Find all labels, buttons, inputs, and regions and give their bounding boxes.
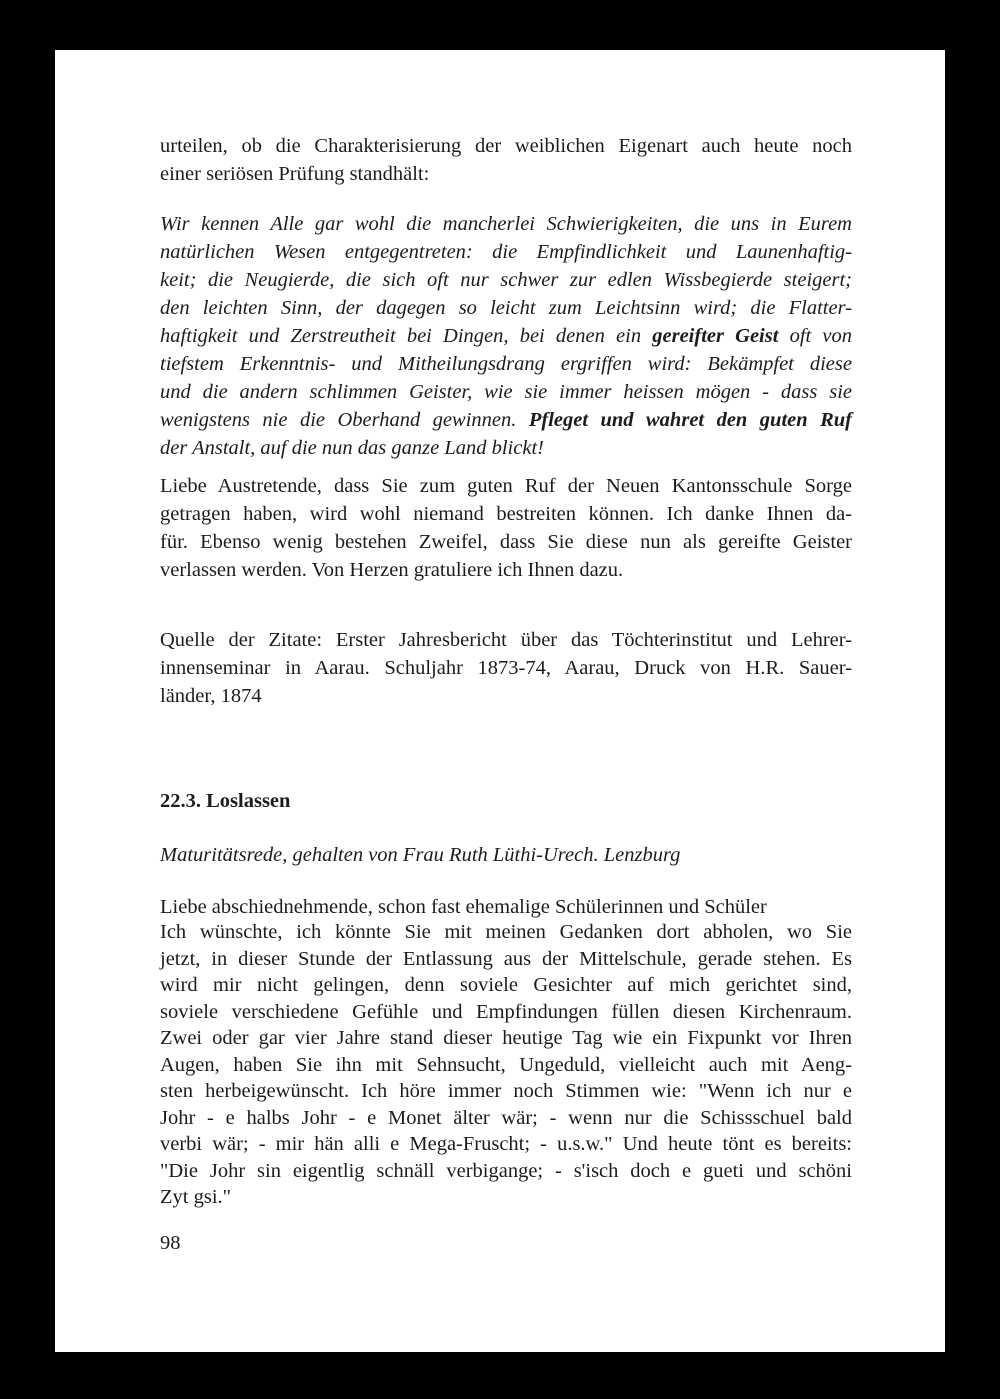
paragraph-intro [160, 132, 852, 188]
text-segment: wenigstens nie die Oberhand gewinnen. [160, 409, 529, 431]
bold-text: gereifter Geist [652, 325, 779, 347]
text-line [160, 500, 852, 528]
text-line [160, 999, 852, 1026]
source-citation [160, 626, 852, 710]
text-segment: soviele verschiedene Gefühle und Empfindungen füllen diesen Kirchenraum. [160, 1000, 852, 1023]
text-segment: einer seriösen Prüfung standhält: [160, 163, 430, 185]
text-segment: für. Ebenso wenig bestehen Zweifel, dass Sie diese nun als gereifte Geister [160, 531, 852, 553]
text-line [160, 1184, 852, 1211]
text-line [160, 1025, 852, 1052]
text-segment: den leichten Sinn, der dagegen so leicht zum Leichtsinn wird; die Flatter- [160, 297, 852, 319]
document-page [55, 50, 945, 1352]
text-line [160, 238, 852, 266]
text-segment: oft von [778, 325, 852, 347]
text-segment: verbi wär; - mir hän alli e Mega-Fruscht; - u.s.w." Und heute tönt es bereits: [160, 1133, 852, 1155]
text-segment: Quelle der Zitate: Erster Jahresbericht über das Töchterinstitut und Lehrer- [160, 629, 852, 651]
text-line [160, 654, 852, 682]
text-line [160, 626, 852, 654]
text-line [160, 841, 852, 869]
text-segment: verlassen werden. Von Herzen gratuliere ich Ihnen dazu. [160, 559, 624, 581]
text-line [160, 210, 852, 238]
text-segment: 22.3. Loslassen [160, 790, 291, 812]
speech-paragraph [160, 919, 852, 1211]
text-line [160, 787, 852, 815]
text-segment: innenseminar in Aarau. Schuljahr 1873-74, Aarau, Druck von H.R. Sauer- [160, 657, 852, 679]
text-line [160, 132, 852, 160]
text-segment: Zyt gsi." [160, 1186, 232, 1208]
text-line [160, 972, 852, 999]
text-segment: Johr - e halbs Johr - e Monet älter wär; - wenn nur die Schissschuel bald [160, 1106, 852, 1129]
text-line [160, 472, 852, 500]
text-line [160, 434, 852, 462]
text-line [160, 919, 852, 946]
text-line [160, 1052, 852, 1079]
text-segment: länder, 1874 [160, 685, 262, 707]
text-line [160, 556, 852, 584]
text-segment: wird mir nicht gelingen, denn soviele Gesichter auf mich gerichtet sind, [160, 974, 852, 996]
text-segment: keit; die Neugierde, die sich oft nur schwer zur edlen Wissbegierde steigert; [160, 269, 852, 291]
text-line [160, 322, 852, 350]
bold-text: Pfleget und wahret den guten Ruf [528, 409, 852, 431]
text-segment: Zwei oder gar vier Jahre stand dieser heutige Tag wie ein Fixpunkt vor Ihren [160, 1027, 852, 1049]
text-segment: haftigkeit und Zerstreutheit bei Dingen, bei denen ein [160, 325, 653, 347]
text-segment: Augen, haben Sie ihn mit Sehnsucht, Ungeduld, vielleicht auch mit Aeng- [160, 1053, 852, 1076]
text-segment: "Die Johr sin eigentlig schnäll verbigange; - s'isch doch e gueti und schöni [160, 1159, 852, 1182]
text-segment: jetzt, in dieser Stunde der Entlassung aus der Mittelschule, gerade stehen. Es [160, 947, 852, 970]
salutation [160, 893, 852, 921]
text-line [160, 294, 852, 322]
text-segment: und die andern schlimmen Geister, wie sie immer heissen mögen - dass sie [160, 381, 852, 403]
text-line [160, 378, 852, 406]
text-segment: Liebe Austretende, dass Sie zum guten Ruf der Neuen Kantonsschule Sorge [160, 475, 852, 497]
text-segment: getragen haben, wird wohl niemand bestreiten können. Ich danke Ihnen da- [160, 503, 852, 525]
text-segment: Wir kennen Alle gar wohl die mancherlei Schwierigkeiten, die uns in Eurem [160, 213, 852, 235]
paragraph-farewell [160, 472, 852, 584]
text-line [160, 266, 852, 294]
text-segment: sten herbeigewünscht. Ich höre immer noch Stimmen wie: "Wenn ich nur e [160, 1080, 852, 1102]
text-segment: Liebe abschiednehmende, schon fast ehemalige Schülerinnen und Schüler [160, 896, 767, 918]
text-segment: natürlichen Wesen entgegentreten: die Empfindlichkeit und Launenhaftig- [160, 241, 852, 263]
text-segment: der Anstalt, auf die nun das ganze Land blickt! [160, 437, 544, 459]
text-line [160, 946, 852, 973]
text-line [160, 528, 852, 556]
text-line [160, 406, 852, 434]
section-subtitle [160, 841, 852, 869]
text-line [160, 682, 852, 710]
text-segment: urteilen, ob die Charakterisierung der weiblichen Eigenart auch heute noch [160, 135, 852, 157]
text-line [160, 1078, 852, 1105]
section-heading [160, 787, 852, 815]
text-line [160, 350, 852, 378]
text-segment: tiefstem Erkenntnis- und Mitheilungsdrang ergriffen wird: Bekämpfet diese [160, 353, 852, 375]
text-line [160, 1158, 852, 1185]
text-line [160, 1131, 852, 1158]
page-number: 98 [160, 1232, 181, 1254]
text-segment: Ich wünschte, ich könnte Sie mit meinen Gedanken dort abholen, wo Sie [160, 921, 852, 943]
text-line [160, 893, 852, 921]
quote-italic [160, 210, 852, 462]
text-line [160, 160, 852, 188]
text-segment: Maturitätsrede, gehalten von Frau Ruth Lüthi-Urech. Lenzburg [160, 844, 681, 866]
text-line [160, 1105, 852, 1132]
